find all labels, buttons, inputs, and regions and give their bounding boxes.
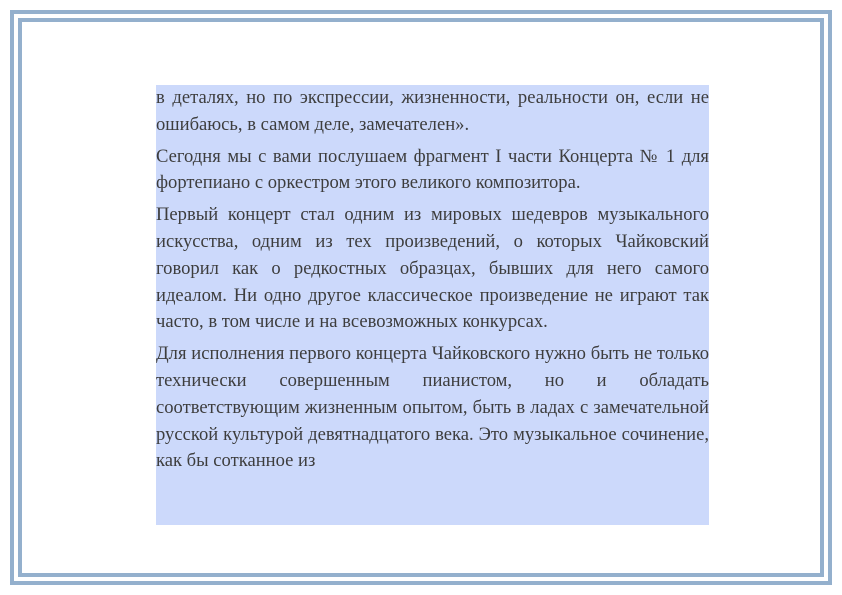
paragraph-1: в деталях, но по экспрессии, жизненности, реальности он, если не ошибаюсь, в самом деле, замечателен».	[156, 87, 709, 135]
paragraph-3: Первый концерт стал одним из мировых шедевров музыкального искусства, одним из тех произведений, о которых Чайковский говорил как о редкостных образцах, бывших для него самого идеалом. Ни одно другое классическое произведение не играют так часто, в том числе и на всевозможных конкурсах.	[156, 204, 709, 333]
slide-text-block	[156, 85, 709, 525]
paragraph-2: Сегодня мы с вами послушаем фрагмент I части Концерта № 1 для фортепиано с оркестром этого великого композитора.	[156, 145, 709, 194]
paragraph-4: Для исполнения первого концерта Чайковского нужно быть не только технически совершенным пианистом, но и обладать соответствующим жизненным опытом, быть в ладах с замечательной русской культурой девятнадцатого века. Это музыкальное сочинение, как бы сотканное из	[156, 343, 709, 472]
